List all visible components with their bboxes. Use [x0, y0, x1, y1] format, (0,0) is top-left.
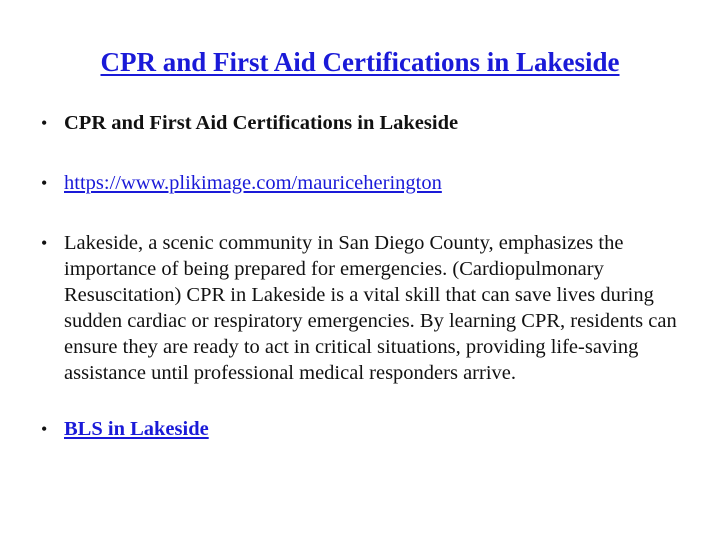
bullet-dot-icon: • [41, 233, 48, 253]
bullet-dot-icon: • [41, 419, 48, 439]
bls-link[interactable]: BLS in Lakeside [64, 418, 209, 440]
bullet-item-heading [0, 110, 720, 136]
bullet-heading-text: CPR and First Aid Certifications in Lakeside [64, 112, 459, 134]
bullet-dot-icon: • [41, 173, 48, 193]
bullet-list [0, 110, 720, 476]
profile-url-link[interactable]: https://www.plikimage.com/mauriceherington [64, 172, 442, 194]
bullet-item-description [0, 230, 720, 386]
bullet-item-url [0, 170, 720, 196]
bullet-dot-icon: • [41, 113, 48, 133]
slide-title-link[interactable]: CPR and First Aid Certifications in Lakeside [100, 47, 620, 77]
slide-title [0, 44, 720, 80]
bullet-item-bls [0, 416, 720, 442]
description-text: Lakeside, a scenic community in San Diego County, emphasizes the importance of being prepared for emergencies. (Cardiopulmonary Resuscitation) CPR in Lakeside is a vital skill that can save lives during sudden cardiac or respiratory emergencies. By learning CPR, residents can ensure they are ready to act in critical situations, providing life-saving assistance until professional medical responders arrive. [64, 232, 677, 384]
